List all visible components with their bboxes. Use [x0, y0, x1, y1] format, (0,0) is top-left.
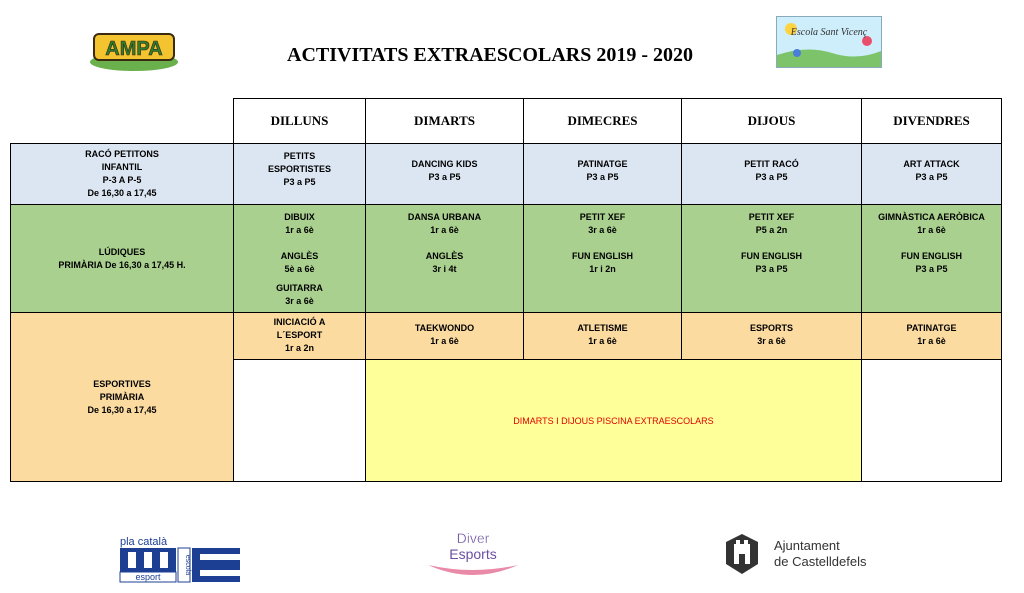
ludiques-dilluns-cell	[233, 204, 366, 313]
castelldefels-text: de Castelldefels	[774, 554, 867, 569]
ajuntament-castelldefels-logo	[722, 530, 902, 578]
esportives-dimecres-cell	[523, 312, 682, 360]
activity-name: ESPORTISTES	[267, 164, 331, 174]
activity-level: 1r a 2n	[284, 343, 315, 353]
ampa-logo-text: AMPA	[105, 38, 163, 60]
ajuntament-text: Ajuntament	[774, 538, 840, 553]
page-title: ACTIVITATS EXTRAESCOLARS 2019 - 2020	[287, 44, 693, 66]
escola-logo-text: Escola Sant Vicenç	[790, 27, 868, 38]
raco-divendres-cell	[861, 143, 1002, 205]
activity-level: P3 a P5	[915, 264, 948, 274]
diver-text: Diver	[456, 530, 490, 546]
activity-name: ANGLÈS	[280, 251, 319, 261]
esport-text: esport	[135, 572, 161, 582]
activity-name: L´ESPORT	[276, 330, 323, 340]
activity-name: DANCING KIDS	[411, 159, 478, 169]
piscina-cell: DIMARTS I DIJOUS PISCINA EXTRAESCOLARS	[365, 359, 862, 482]
activity-name: PETITS	[283, 151, 316, 161]
activity-name: GUITARRA	[276, 283, 323, 293]
raco-line3: P-3 A P-5	[102, 175, 142, 185]
activity-name: DANSA URBANA	[407, 212, 482, 222]
raco-line4: De 16,30 a 17,45	[87, 188, 157, 198]
activity-level: P3 a P5	[755, 172, 788, 182]
diver-esports-logo	[408, 525, 538, 585]
activity-name: FUN ENGLISH	[740, 251, 802, 261]
activity-level: 3r i 4t	[432, 264, 457, 274]
activity-name: FUN ENGLISH	[571, 251, 633, 261]
ludiques-line2: PRIMÀRIA De 16,30 a 17,45 H.	[58, 259, 186, 270]
esports-text: Esports	[449, 546, 497, 562]
header-dimarts: DIMARTS	[365, 98, 524, 144]
activity-name: DIBUIX	[284, 212, 315, 222]
group-raco-petitons	[10, 143, 234, 205]
empty-divendres-cell	[861, 359, 1002, 482]
raco-dilluns-cell	[233, 143, 366, 205]
activity-level: 1r a 6è	[917, 336, 946, 346]
esportives-dilluns-cell	[233, 312, 366, 360]
empty-dilluns-cell	[233, 359, 366, 482]
esportives-divendres-cell	[861, 312, 1002, 360]
esportives-dimarts-cell	[365, 312, 524, 360]
activity-name: PATINATGE	[906, 323, 957, 333]
activity-name: PETIT XEF	[579, 212, 626, 222]
esportives-line2: PRIMÀRIA	[99, 391, 145, 402]
activity-name: TAEKWONDO	[414, 323, 475, 333]
ludiques-dijous-cell	[681, 204, 862, 313]
activity-level: P3 a P5	[915, 172, 948, 182]
activity-name: INICIACIÓ A	[273, 317, 326, 327]
activity-level: 3r a 6è	[285, 296, 314, 306]
activity-level: P5 a 2n	[755, 225, 788, 235]
header-dijous: DIJOUS	[681, 98, 862, 144]
activity-name: ART ATTACK	[903, 159, 960, 169]
ludiques-divendres-cell	[861, 204, 1002, 313]
ludiques-dimarts-cell	[365, 204, 524, 313]
activity-level: 1r i 2n	[589, 264, 616, 274]
activity-level: 1r a 6è	[588, 336, 617, 346]
esportives-line3: De 16,30 a 17,45	[87, 404, 157, 415]
escola-vert-text: escola	[184, 554, 191, 576]
activity-level: 3r a 6è	[757, 336, 786, 346]
raco-dimecres-cell	[523, 143, 682, 205]
group-ludiques	[10, 204, 234, 313]
activity-level: P3 a P5	[586, 172, 619, 182]
activity-level: P3 a P5	[283, 177, 316, 187]
activity-level: 1r a 6è	[430, 225, 459, 235]
raco-dijous-cell	[681, 143, 862, 205]
activity-level: 1r a 6è	[917, 225, 946, 235]
esportives-line1: ESPORTIVES	[93, 378, 151, 389]
activity-name: PETIT XEF	[748, 212, 795, 222]
activity-name: GIMNÀSTICA AERÒBICA	[878, 212, 985, 222]
activity-name: PATINATGE	[577, 159, 628, 169]
raco-line1: RACÓ PETITONS	[85, 149, 159, 159]
raco-dimarts-cell	[365, 143, 524, 205]
activity-level: 5è a 6è	[284, 264, 315, 274]
activity-level: 3r a 6è	[588, 225, 617, 235]
activity-name: ESPORTS	[749, 323, 793, 333]
ludiques-dimecres-cell	[523, 204, 682, 313]
activity-level: P3 a P5	[428, 172, 461, 182]
activity-name: FUN ENGLISH	[900, 251, 962, 261]
raco-line2: INFANTIL	[101, 162, 143, 172]
activity-name: ATLETISME	[577, 323, 628, 333]
ludiques-line1: LÚDIQUES	[98, 246, 146, 257]
pla-catala-esport-logo	[116, 535, 256, 585]
group-esportives	[10, 312, 234, 482]
activity-level: P3 a P5	[755, 264, 788, 274]
activity-level: 1r a 6è	[430, 336, 459, 346]
activity-level: 1r a 6è	[285, 225, 314, 235]
activity-name: ANGLÈS	[425, 251, 464, 261]
esportives-dijous-cell	[681, 312, 862, 360]
header-dimecres: DIMECRES	[523, 98, 682, 144]
activity-name: PETIT RACÓ	[744, 159, 799, 169]
pla-catala-text: pla català	[120, 536, 168, 548]
escola-logo	[776, 16, 882, 68]
header-dilluns: DILLUNS	[233, 98, 366, 144]
header-divendres: DIVENDRES	[861, 98, 1002, 144]
ampa-logo	[88, 24, 180, 72]
